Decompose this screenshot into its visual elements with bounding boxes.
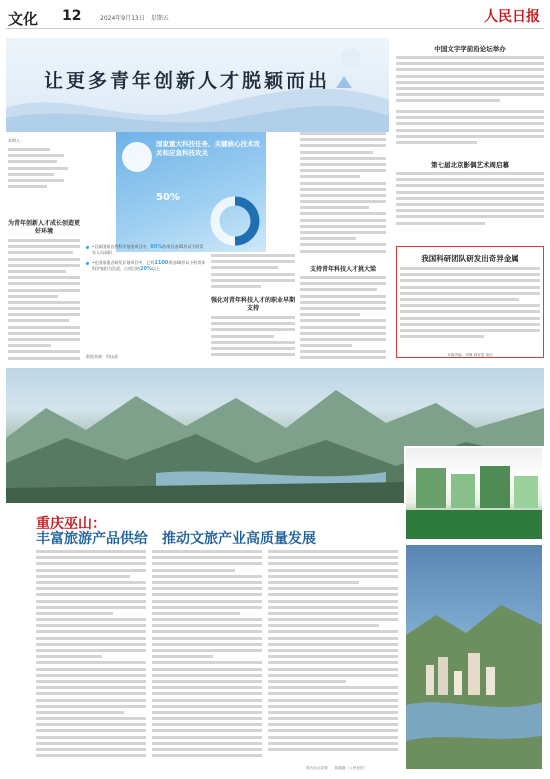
news-body-forum [396,56,544,108]
author-label: 本期人： [8,138,24,143]
stat2-suffix: 项由40岁以下的青年科学家担当负责，占项目的 [92,260,206,271]
headline-band [6,38,389,132]
photo-products [404,446,544,541]
issue-date: 2024年9月13日 星期五 [100,15,169,22]
data-credit: 数据来源：科技部 [86,354,118,359]
stat1-number: 80% [150,244,163,250]
photo-credit: 图为巫山县城 陈健摄（人民视觉） [306,766,368,770]
product-display-icon [406,448,544,541]
right-body-text-a [300,132,386,262]
city-river-icon [406,545,544,771]
lead-article [6,38,389,364]
lightbulb-icon [122,142,152,172]
newspaper-logo: 人民日报 [484,9,540,25]
stat2-percent: 20% [140,266,152,272]
stat1-suffix: 的项目由45岁以下的青年人员承担 [92,244,204,255]
infographic-headline: 国家重大科技任务、关键核心技术攻关和应急科技攻关 [156,140,260,157]
feature-body-col3 [268,550,398,762]
news-body-puppet [396,172,544,236]
news-column [396,38,544,364]
lead-headline: 让更多青年创新人才脱颖而出 [44,70,331,92]
news-body-forum-2 [396,110,544,154]
left-body-text [8,239,80,363]
masthead-rule [6,28,544,29]
news-title-metal: 我国科研团队研发出奇异金属 [421,254,519,263]
editor-sign: 本版责编：李静 韩亚雷 周佳 [447,353,493,357]
feature-body-col1 [36,550,146,770]
stat2-prefix: •在国家重点研发计划项目中，已有 [92,260,155,265]
photo-city [404,543,544,771]
author-list [8,148,78,198]
right-body-text-b [300,276,386,364]
feature-title: 重庆巫山： [36,516,106,532]
stat2-number: 1100 [154,260,169,266]
author-block [8,138,78,144]
feature-section [6,368,544,773]
infographic-panel [116,132,266,252]
stat1-prefix: •目前国家自然科学基金项目中， [92,244,151,249]
news-title-puppet: 第七届北京影偶艺术周启幕 [431,161,509,169]
section-title: 文化 [8,10,39,28]
feature-subtitle: 丰富旅游产品供给 推动文旅产业高质量发展 [36,531,316,547]
mid-body-text-a [211,254,295,294]
left-subhead: 为青年创新人才成长创造更好环境 [8,220,81,235]
highlighted-news-box[interactable] [396,246,544,358]
page-number: 12 [62,8,82,24]
donut-chart-icon [208,194,262,248]
news-title-forum: 中国文字学前沿论坛举办 [434,45,506,53]
stat-item-nsfc [86,244,206,256]
feature-body-col2 [152,550,262,770]
mid-subhead-1: 强化对青年科技人才的职业早期支持 [211,297,296,312]
stat-item-rd [86,260,206,272]
mid-body-text-b [211,316,295,364]
infographic-percent: 50% [156,192,180,203]
mid-subhead-2: 支持青年科技人才挑大梁 [309,266,376,273]
news-body-metal [400,267,540,351]
stat2-end: 以上 [151,266,160,271]
stats-list [86,244,206,276]
masthead [0,0,550,36]
